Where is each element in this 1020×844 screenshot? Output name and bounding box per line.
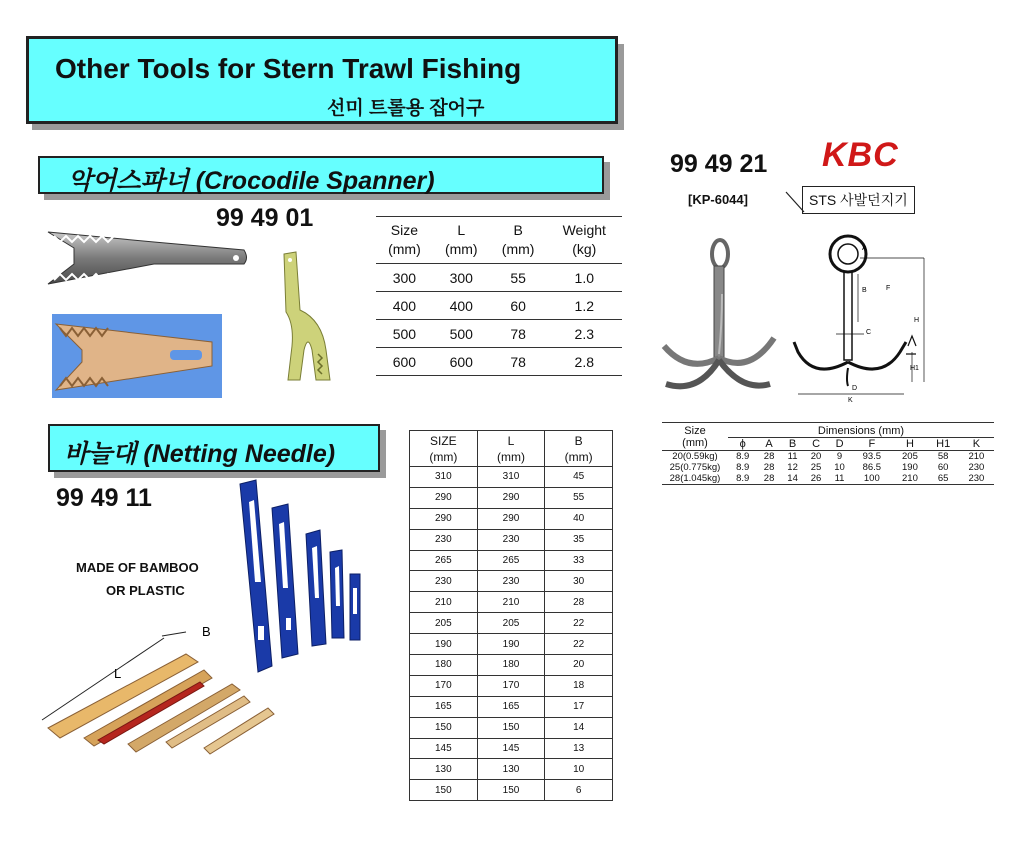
cell: 130 bbox=[410, 759, 478, 780]
col-weight: Weight (kg) bbox=[547, 217, 622, 264]
spanner-photo-1 bbox=[44, 220, 250, 292]
needle-table bbox=[409, 430, 613, 801]
cell: 20 bbox=[804, 451, 827, 463]
cell: 14 bbox=[545, 717, 613, 738]
col-size: Size (mm) bbox=[662, 423, 728, 451]
table-row bbox=[376, 320, 622, 348]
cell: 290 bbox=[410, 508, 478, 529]
table-header-row bbox=[376, 217, 622, 264]
cell: 25 bbox=[810, 462, 822, 473]
cell: 190 bbox=[410, 634, 478, 655]
cell: 170 bbox=[477, 675, 545, 696]
cell: 65 bbox=[928, 473, 959, 485]
table-row bbox=[376, 292, 622, 320]
page-title: Other Tools for Stern Trawl Fishing bbox=[55, 53, 522, 84]
page-subtitle: 선미 트롤용 잡어구 bbox=[327, 98, 485, 119]
table-row bbox=[410, 634, 613, 655]
cell: 165 bbox=[410, 696, 478, 717]
needle-code: 99 49 11 bbox=[56, 484, 152, 512]
cell: 190 bbox=[477, 634, 545, 655]
title-banner bbox=[26, 36, 618, 124]
col-f: F bbox=[851, 438, 892, 451]
table-row bbox=[410, 508, 613, 529]
cell: 150 bbox=[477, 717, 545, 738]
cell: 205 bbox=[410, 613, 478, 634]
dim-label-l: L bbox=[114, 666, 122, 681]
cell: 58 bbox=[928, 451, 959, 463]
table-row bbox=[410, 780, 613, 801]
spanner-code: 99 49 01 bbox=[216, 204, 314, 232]
cell: 300 bbox=[433, 264, 490, 292]
col-b: B bbox=[781, 438, 804, 451]
needle-heading: 바늘대 (Netting Needle) bbox=[64, 440, 336, 468]
spanner-heading-box bbox=[38, 156, 604, 194]
table-row bbox=[410, 613, 613, 634]
cell: 28 bbox=[757, 451, 780, 463]
cell: 33 bbox=[545, 550, 613, 571]
table-row bbox=[662, 473, 994, 485]
cell: 93.5 bbox=[851, 451, 892, 463]
cell: 10 bbox=[834, 462, 845, 473]
cell: 8.9 bbox=[736, 462, 750, 473]
cell: 230 bbox=[959, 473, 994, 485]
material-line-2: OR PLASTIC bbox=[106, 583, 185, 598]
table-row bbox=[410, 696, 613, 717]
table-row bbox=[410, 550, 613, 571]
cell: 8.9 bbox=[728, 451, 757, 463]
cell: 60 bbox=[490, 292, 547, 320]
diagram-label-f: F bbox=[886, 285, 891, 292]
grapnel-model: [KP-6044] bbox=[688, 192, 748, 207]
cell: 25(0.775kg) bbox=[669, 462, 721, 473]
needle-heading-box bbox=[48, 424, 380, 472]
cell: 170 bbox=[410, 675, 478, 696]
cell: 150 bbox=[477, 780, 545, 801]
cell: 400 bbox=[433, 292, 490, 320]
col-size: SIZE (mm) bbox=[410, 431, 478, 467]
cell: 26 bbox=[804, 473, 827, 485]
cell: 35 bbox=[545, 529, 613, 550]
cell: 1.0 bbox=[547, 264, 622, 292]
cell: 6 bbox=[545, 780, 613, 801]
cell: 22 bbox=[545, 613, 613, 634]
diagram-label-h: H bbox=[914, 317, 920, 324]
cell: 310 bbox=[477, 467, 545, 488]
table-row bbox=[376, 348, 622, 376]
cell: 150 bbox=[410, 780, 478, 801]
cell: 45 bbox=[545, 467, 613, 488]
cell: 60 bbox=[937, 462, 949, 473]
cell: 78 bbox=[490, 348, 547, 376]
table-row bbox=[410, 467, 613, 488]
diagram-label-a: A bbox=[862, 245, 867, 252]
cell: 210 bbox=[959, 451, 994, 463]
cell: 1.2 bbox=[547, 292, 622, 320]
cell: 290 bbox=[477, 508, 545, 529]
cell: 145 bbox=[477, 738, 545, 759]
dims-caption: Dimensions (mm) bbox=[728, 423, 994, 438]
diagram-label-k: K bbox=[848, 397, 853, 402]
cell: 22 bbox=[545, 634, 613, 655]
cell: 20(0.59kg) bbox=[662, 451, 728, 463]
table-header-row bbox=[410, 431, 613, 467]
cell: 28 bbox=[763, 462, 775, 473]
cell: 14 bbox=[781, 473, 804, 485]
table-row bbox=[410, 717, 613, 738]
dim-label-b: B bbox=[202, 624, 211, 639]
table-row bbox=[410, 675, 613, 696]
table-row bbox=[410, 738, 613, 759]
cell: 230 bbox=[477, 529, 545, 550]
cell: 230 bbox=[968, 462, 985, 473]
table-row bbox=[376, 264, 622, 292]
table-row bbox=[410, 529, 613, 550]
cell: 210 bbox=[892, 473, 927, 485]
cell: 600 bbox=[433, 348, 490, 376]
col-size: Size (mm) bbox=[376, 217, 433, 264]
spanner-photo-3 bbox=[278, 250, 334, 384]
table-row bbox=[410, 592, 613, 613]
diagram-label-h1: H1 bbox=[910, 365, 919, 372]
cell: 2.3 bbox=[547, 320, 622, 348]
cell: 18 bbox=[545, 675, 613, 696]
cell: 11 bbox=[781, 451, 804, 463]
grapnel-name: STS 사발던지기 bbox=[809, 192, 908, 208]
col-k: K bbox=[959, 438, 994, 451]
cell: 165 bbox=[477, 696, 545, 717]
cell: 8.9 bbox=[728, 473, 757, 485]
cell: 150 bbox=[410, 717, 478, 738]
cell: 230 bbox=[477, 571, 545, 592]
spanner-table bbox=[376, 216, 622, 376]
table-row bbox=[410, 655, 613, 676]
cell: 500 bbox=[433, 320, 490, 348]
col-d: D bbox=[828, 438, 851, 451]
grapnel-photo bbox=[658, 234, 778, 396]
col-b: B (mm) bbox=[490, 217, 547, 264]
col-a: A bbox=[757, 438, 780, 451]
cell: 180 bbox=[410, 655, 478, 676]
col-phi: ϕ bbox=[728, 438, 757, 451]
col-h1: H1 bbox=[928, 438, 959, 451]
cell: 500 bbox=[376, 320, 433, 348]
diagram-label-d: D bbox=[852, 385, 858, 392]
diagram-label-c: C bbox=[866, 329, 872, 336]
spanner-photo-2 bbox=[52, 314, 222, 398]
table-header-row bbox=[662, 423, 994, 438]
cell: 40 bbox=[545, 508, 613, 529]
brand-logo: KBC bbox=[822, 136, 899, 174]
table-row bbox=[410, 571, 613, 592]
cell: 145 bbox=[410, 738, 478, 759]
cell: 30 bbox=[545, 571, 613, 592]
cell: 300 bbox=[376, 264, 433, 292]
material-line-1: MADE OF BAMBOO bbox=[76, 560, 199, 575]
cell: 78 bbox=[490, 320, 547, 348]
cell: 86.5 bbox=[862, 462, 882, 473]
col-c: C bbox=[804, 438, 827, 451]
cell: 205 bbox=[892, 451, 927, 463]
cell: 10 bbox=[545, 759, 613, 780]
cell: 55 bbox=[545, 487, 613, 508]
grapnel-diagram bbox=[790, 230, 940, 402]
diagram-label-b: B bbox=[862, 287, 867, 294]
cell: 230 bbox=[410, 571, 478, 592]
cell: 20 bbox=[545, 655, 613, 676]
col-l: L (mm) bbox=[477, 431, 545, 467]
cell: 180 bbox=[477, 655, 545, 676]
cell: 28(1.045kg) bbox=[662, 473, 728, 485]
cell: 55 bbox=[490, 264, 547, 292]
cell: 28 bbox=[757, 473, 780, 485]
cell: 290 bbox=[410, 487, 478, 508]
cell: 290 bbox=[477, 487, 545, 508]
cell: 400 bbox=[376, 292, 433, 320]
cell: 100 bbox=[851, 473, 892, 485]
cell: 130 bbox=[477, 759, 545, 780]
col-b: B (mm) bbox=[545, 431, 613, 467]
cell: 17 bbox=[545, 696, 613, 717]
cell: 310 bbox=[410, 467, 478, 488]
table-row bbox=[410, 487, 613, 508]
cell: 2.8 bbox=[547, 348, 622, 376]
cell: 205 bbox=[477, 613, 545, 634]
bamboo-needles-photo bbox=[36, 624, 276, 760]
cell: 210 bbox=[477, 592, 545, 613]
cell: 13 bbox=[545, 738, 613, 759]
grapnel-code: 99 49 21 bbox=[670, 150, 768, 178]
cell: 12 bbox=[787, 462, 798, 473]
cell: 600 bbox=[376, 348, 433, 376]
spanner-heading: 악어스파너 (Crocodile Spanner) bbox=[68, 167, 435, 195]
cell: 11 bbox=[828, 473, 851, 485]
grapnel-name-box bbox=[802, 186, 915, 214]
table-row bbox=[410, 759, 613, 780]
table-row bbox=[662, 451, 994, 463]
table-row bbox=[662, 462, 994, 473]
cell: 210 bbox=[410, 592, 478, 613]
col-h: H bbox=[892, 438, 927, 451]
cell: 190 bbox=[902, 462, 918, 473]
cell: 9 bbox=[828, 451, 851, 463]
cell: 265 bbox=[410, 550, 478, 571]
col-l: L (mm) bbox=[433, 217, 490, 264]
cell: 230 bbox=[410, 529, 478, 550]
grapnel-dimensions-table bbox=[662, 422, 994, 485]
cell: 265 bbox=[477, 550, 545, 571]
cell: 28 bbox=[545, 592, 613, 613]
